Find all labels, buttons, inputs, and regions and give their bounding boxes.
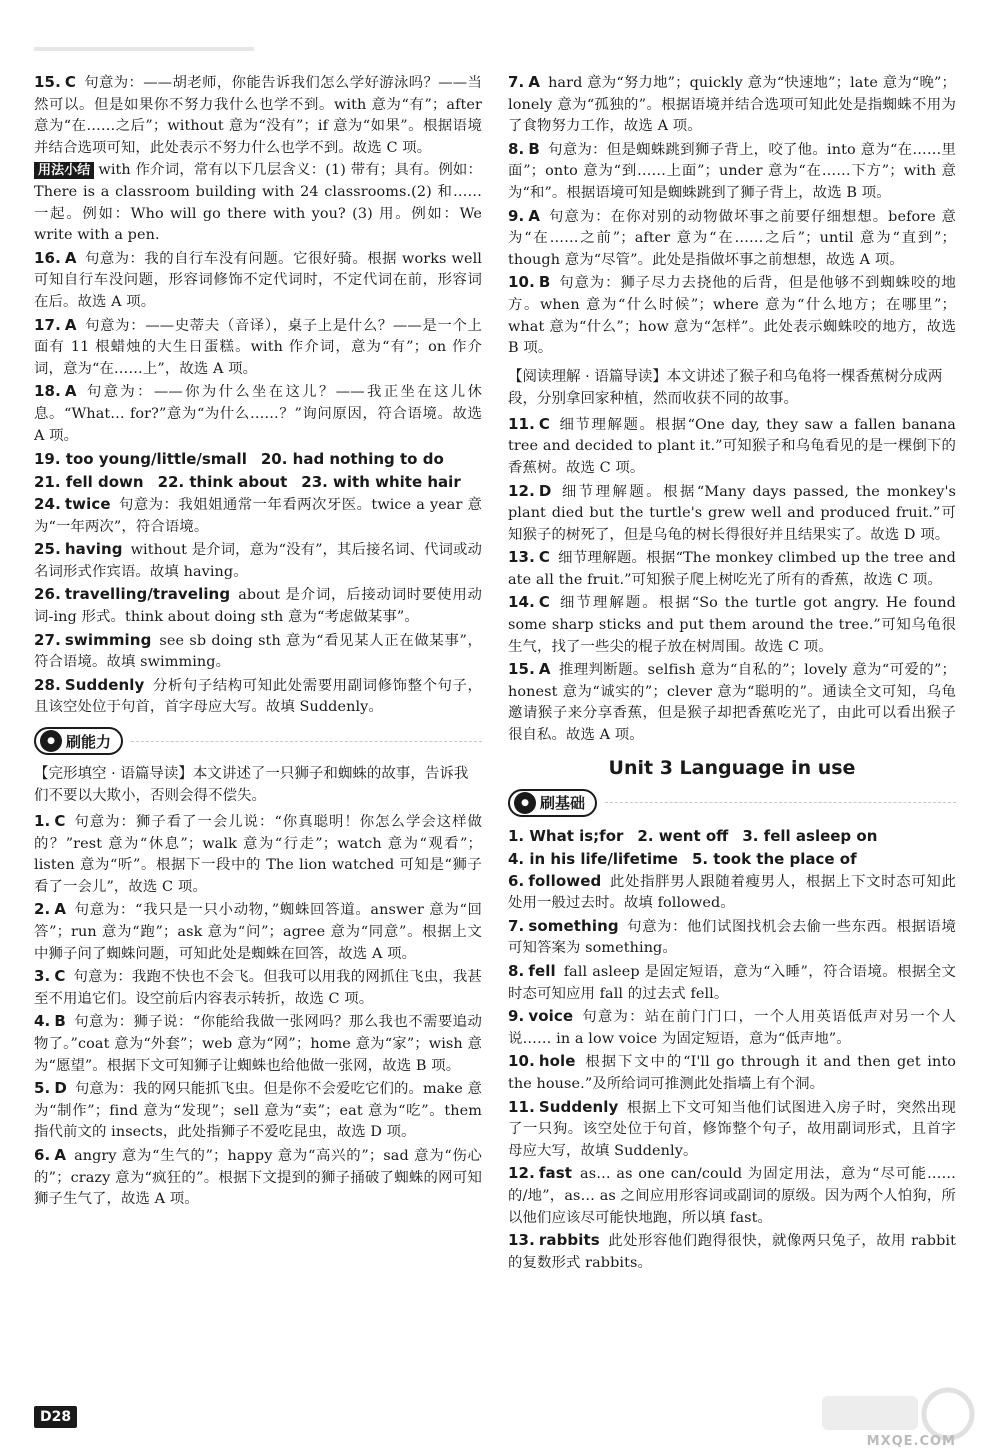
answer-key: A: [538, 660, 551, 679]
answer-key: hole: [538, 1052, 576, 1071]
ball-icon: ●: [40, 730, 62, 752]
section-divider: [605, 802, 956, 803]
question-number: 12.: [508, 481, 535, 500]
answer-key: B: [528, 139, 540, 158]
answer-item: [508, 481, 956, 547]
question-number: 13.: [508, 548, 535, 567]
answer-item: [508, 592, 956, 658]
answer-key: A: [64, 248, 77, 267]
answer-key: A: [54, 1145, 67, 1164]
page-number: D28: [34, 1406, 77, 1428]
answer-item: [508, 414, 956, 480]
answer-item: [508, 1051, 956, 1095]
question-number: 10.: [508, 1052, 535, 1071]
explanation-text: as… as one can/could 为固定用法，意为“尽可能……的/地”，as… as 之间应用形容词或副词的原级。因为两个人怕狗，所以他们应该尽可能快地跑，所以填 fast。: [508, 1166, 956, 1226]
header-decoration: [34, 44, 254, 54]
answer-key: B: [54, 1012, 66, 1031]
section-divider: [131, 741, 482, 742]
answer-key: A: [528, 206, 541, 225]
answer-group: [508, 72, 956, 360]
explanation-text: 根据下文中的“I'll go through it and then get into the house.”及所给词可推测此处指墙上有个洞。: [508, 1054, 956, 1092]
answer-item: [34, 1145, 482, 1211]
explanation-text: see sb doing sth 意为“看见某人正在做某事”，符合语境。故填 swimming。: [34, 632, 482, 671]
answer-item: [34, 248, 482, 314]
answer-group: [34, 248, 482, 447]
passage-guide: 【完形填空 · 语篇导读】本文讲述了一只狮子和蜘蛛的故事，告诉我们不要以大欺小，否则会得不偿失。: [34, 766, 469, 805]
usage-note-label: 用法小结: [34, 162, 94, 179]
answer-item: [34, 966, 482, 1010]
answer-key: fell: [528, 962, 556, 980]
answer-item: [508, 916, 956, 960]
question-number: 18.: [34, 382, 61, 401]
answer-item: [34, 381, 482, 447]
watermark-text: MXQE.COM: [866, 1434, 956, 1449]
answer-key: Suddenly: [64, 675, 145, 694]
unit-title: Unit 3 Language in use: [608, 756, 856, 779]
right-column: [508, 72, 956, 1275]
answer-item: [34, 584, 482, 628]
explanation-text: hard 意为“努力地”；quickly 意为“快速地”；late 意为“晚”；lonely 意为“孤独的”。根据语境并结合选项可知此处是指蜘蛛不用为了食物努力工作，故选 A 项。: [508, 75, 956, 135]
answer-key: C: [538, 593, 550, 612]
answer-item: [508, 1163, 956, 1229]
answer-lines: [34, 448, 482, 493]
explanation-text: fall asleep 是固定短语，意为“入睡”，符合语境。根据全文时态可知应用 fall 的过去式 fell。: [508, 964, 956, 1002]
question-number: 5.: [34, 1079, 51, 1098]
question-number: 6.: [34, 1145, 51, 1164]
usage-note-text: with 作介词，常有以下几层含义：(1) 带有；具有。例如：There is a classroom building with 24 classrooms.(2) 和……一起。例如：Who will go there with you? (3) 用。例如：We write with a pen.: [34, 162, 482, 244]
answer-key: 5. took the place of: [691, 849, 857, 868]
answer-item: [508, 72, 956, 138]
answer-lines: [508, 825, 956, 870]
answer-item: [508, 1006, 956, 1050]
usage-note: [34, 160, 482, 246]
answer-key: A: [54, 900, 67, 919]
question-number: 27.: [34, 630, 61, 649]
explanation-text: 推理判断题。selfish 意为“自私的”；lovely 意为“可爱的”；honest 意为“诚实的”；clever 意为“聪明的”。通读全文可知，乌龟邀请猴子来分享香蕉，但是猴子却把香蕉吃光了，由此可以看出猴子很自私。故选 A 项。: [508, 662, 956, 744]
explanation-text: 此处形容他们跑得很快，就像两只兔子，故用 rabbit 的复数形式 rabbits。: [508, 1233, 956, 1271]
answer-key: 23. with white hair: [301, 473, 461, 492]
question-number: 9.: [508, 206, 525, 225]
answer-item: [508, 871, 956, 915]
answer-key: B: [538, 273, 551, 292]
answer-item: [34, 539, 482, 583]
question-number: 13.: [508, 1231, 535, 1250]
explanation-text: 根据上下文可知当他们试图进入房子时，突然出现了一只狗。该空处位于句首，修饰整个句子，故用副词形式，且首字母应大写，故填 Suddenly。: [508, 1099, 956, 1159]
answer-key: D: [54, 1079, 67, 1098]
question-number: 14.: [508, 593, 535, 612]
answer-line: [508, 848, 956, 870]
question-number: 24.: [34, 495, 61, 514]
explanation-text: 句意为：我姐姐通常一年看两次牙医。twice a year 意为“一年两次”，符合语境。: [34, 497, 482, 535]
answer-item: [508, 1097, 956, 1163]
explanation-text: 句意为：狮子尽力去挠他的后背，但是他够不到蜘蛛咬的地方。when 意为“什么时候”；where 意为“什么地方；在哪里”；what 意为“什么”；how 意为“怎样”。此处表示蜘蛛咬的地方，故选 B 项。: [508, 275, 956, 357]
answer-item: [34, 72, 482, 159]
section-header: [508, 789, 956, 817]
explanation-text: 句意为：他们试图找机会去偷一些东西。根据语境可知答案为 something。: [508, 918, 956, 957]
answer-key: something: [528, 916, 619, 935]
answer-key: D: [538, 481, 552, 500]
answer-item: [508, 659, 956, 746]
passage-guide: 【阅读理解 · 语篇导读】本文讲述了猴子和乌龟将一棵香蕉树分成两段，分别拿回家种植，然而收获不同的故事。: [508, 368, 943, 407]
explanation-text: 此处指胖男人跟随着瘦男人，根据上下文时态可知此处用一般过去时。故填 followed。: [508, 873, 956, 912]
answer-group: [508, 414, 956, 747]
answer-item: [34, 811, 482, 898]
answer-key: swimming: [64, 630, 152, 649]
answer-key: C: [538, 548, 550, 567]
answer-key: 4. in his life/lifetime: [508, 849, 678, 868]
answer-key: C: [54, 967, 66, 986]
explanation-text: 句意为：——史蒂夫（音译），桌子上是什么？——是一个上面有 11 根蜡烛的大生日蛋糕。with 作介词，意为“有”；on 作介词，意为“在……上”，故选 A 项。: [34, 317, 482, 377]
explanation-text: 细节理解题。根据“One day, they saw a fallen banana tree and decided to plant it.”可知猴子和乌龟看见的是一棵倒下的香蕉树。故选 C 项。: [508, 416, 956, 476]
question-number: 28.: [34, 675, 61, 694]
answer-key: rabbits: [538, 1231, 600, 1250]
answer-item: [34, 1011, 482, 1077]
question-number: 3.: [34, 967, 51, 986]
question-number: 7.: [508, 73, 525, 91]
question-number: 7.: [508, 916, 525, 935]
answer-item: [508, 206, 956, 272]
explanation-text: without 是介词，意为“没有”，其后接名词、代词或动名词形式作宾语。故填 having。: [34, 542, 482, 580]
question-number: 2.: [34, 900, 51, 919]
question-number: 8.: [508, 962, 525, 980]
question-number: 26.: [34, 585, 61, 604]
answer-group: [34, 494, 482, 719]
answer-key: travelling/traveling: [64, 585, 231, 604]
explanation-text: 句意为：狮子看了一会儿说：“你真聪明！你怎么学会这样做的？”rest 意为“休息”；walk 意为“行走”；watch 意为“观看”；listen 意为“听”。根据下一段中的 The lion watched 可知是“狮子看了一会儿”，故选 C 项。: [34, 814, 482, 895]
answer-item: [508, 547, 956, 591]
answer-key: C: [64, 73, 76, 91]
question-number: 12.: [508, 1164, 535, 1183]
question-number: 15.: [508, 660, 535, 679]
answer-item: [508, 1230, 956, 1274]
answer-key: 2. went off: [637, 826, 729, 845]
answer-item: [34, 899, 482, 965]
question-number: 4.: [34, 1012, 51, 1031]
explanation-text: 句意为：狮子说：“你能给我做一张网吗？那么我也不需要追动物了。”coat 意为“外套”；web 意为“网”；home 意为“家”；wish 意为“愿望”。根据下文可知狮子让蜘蛛也给他做一张网，故选 B 项。: [34, 1014, 482, 1074]
answer-line: [508, 825, 956, 847]
answer-key: A: [64, 382, 77, 401]
answer-item: [34, 675, 482, 719]
answer-item: [34, 494, 482, 538]
question-number: 17.: [34, 315, 61, 334]
answer-key: A: [528, 73, 541, 91]
explanation-text: 分析句子结构可知此处需要用副词修饰整个句子，且该空处位于句首，首字母应大写。故填 Suddenly。: [34, 677, 482, 716]
answer-key: fast: [538, 1164, 573, 1183]
explanation-text: angry 意为“生气的”；happy 意为“高兴的”；sad 意为“伤心的”；crazy 意为“疯狂的”。根据下文提到的狮子捅破了蜘蛛的网可知狮子生气了，故选 A 项。: [34, 1147, 482, 1208]
explanation-text: 句意为：我的自行车没有问题。它很好骑。根据 works well 可知自行车没问题，形容词修饰不定代词时，不定代词在前，形容词在后。故选 A 项。: [34, 250, 482, 310]
question-number: 10.: [508, 273, 535, 292]
section-header: [34, 727, 482, 755]
answer-group: [508, 871, 956, 1275]
answer-key: twice: [64, 495, 111, 514]
answer-key: followed: [528, 871, 602, 890]
question-number: 11.: [508, 1097, 535, 1116]
question-number: 11.: [508, 414, 535, 433]
question-number: 9.: [508, 1007, 525, 1026]
left-column: [34, 72, 482, 1212]
answer-key: Suddenly: [538, 1097, 619, 1116]
question-number: 16.: [34, 248, 61, 267]
answer-key: 22. think about: [157, 473, 288, 492]
answer-key: C: [538, 414, 550, 433]
question-number: 8.: [508, 139, 525, 158]
answer-item: [34, 315, 482, 381]
explanation-text: about 是介词，后接动词时要使用动词-ing 形式。think about doing sth 意为“考虑做某事”。: [34, 587, 482, 626]
answer-item: [34, 1078, 482, 1144]
answer-key: having: [64, 540, 123, 559]
explanation-text: 句意为：我跑不快也不会飞。但我可以用我的网抓住飞虫，我甚至不用追它们。设空前后内容表示转折，故选 C 项。: [34, 969, 482, 1007]
explanation-text: 细节理解题。根据“Many days passed, the monkey's plant died but the turtle's grew well and produced fruit.”可知猴子的树死了，但是乌龟的树长得很好并且结果实了。故选 D 项。: [508, 483, 956, 543]
explanation-text: 句意为：但是蜘蛛跳到狮子背上，咬了他。into 意为“在……里面”；onto 意为“到……上面”；under 意为“在……下方”；with 意为“和”。根据语境可知是蜘蛛跳到了狮子背上，故选 B 项。: [508, 141, 956, 201]
ball-icon: ●: [514, 792, 536, 814]
answer-line: [34, 471, 482, 493]
question-number: 15.: [34, 73, 61, 91]
explanation-text: 句意为：——你为什么坐在这儿？——我正坐在这儿休息。“What… for?”意为“为什么……？”询问原因，符合语境。故选 A 项。: [34, 384, 482, 444]
answer-key: 21. fell down: [34, 473, 144, 492]
answer-key: A: [64, 315, 77, 334]
answer-key: voice: [528, 1007, 574, 1026]
explanation-text: 句意为：“我只是一只小动物，”蜘蛛回答道。answer 意为“回答”；run 意为“跑”；ask 意为“问”；agree 意为“同意”。根据上文中狮子问了蜘蛛问题，可知此处是蜘蛛在回答，故选 A 项。: [34, 902, 482, 962]
question-number: 6.: [508, 871, 525, 890]
answer-group: [34, 72, 482, 159]
explanation-text: 细节理解题。根据“So the turtle got angry. He found some sharp sticks and put them around the tree.”可知乌龟很生气，找了一些尖的棍子放在树周围。故选 C 项。: [508, 595, 956, 655]
question-number: 25.: [34, 540, 61, 559]
answer-item: [508, 961, 956, 1005]
answer-key: 1. What is;for: [508, 826, 624, 845]
answer-line: [34, 448, 482, 470]
answer-key: C: [54, 812, 66, 831]
answer-group: [34, 811, 482, 1211]
section-badge: [508, 789, 597, 817]
explanation-text: 细节理解题。根据“The monkey climbed up the tree and ate all the fruit.”可知猴子爬上树吃光了所有的香蕉，故选 C 项。: [508, 550, 956, 588]
explanation-text: 句意为：站在前门门口，一个人用英语低声对另一个人说…… in a low voice 为固定短语，意为“低声地”。: [508, 1009, 956, 1047]
section-label: 刷基础: [540, 794, 586, 813]
answer-item: [508, 272, 956, 359]
explanation-text: 句意为：——胡老师，你能告诉我们怎么学好游泳吗？——当然可以。但是如果你不努力我什么也学不到。with 意为“有”；after 意为“在……之后”；without 意为“没有”；if 意为“如果”。根据语境并结合选项可知，此处表示不努力什么也学不到。故选 C 项。: [34, 75, 482, 156]
answer-item: [34, 630, 482, 674]
section-label: 刷能力: [66, 732, 112, 751]
section-badge: [34, 727, 123, 755]
explanation-text: 句意为：我的网只能抓飞虫。但是你不会爱吃它们的。make 意为“制作”；find 意为“发现”；sell 意为“卖”；eat 意为“吃”。them 指代前文的 insects，此处指狮子不爱吃昆虫，故选 D 项。: [34, 1081, 482, 1141]
explanation-text: 句意为：在你对别的动物做坏事之前要仔细想想。before 意为“在……之前”；after 意为“在……之后”；until 意为“直到”；though 意为“尽管”。此处是指做坏事之前想想，故选 A 项。: [508, 208, 956, 268]
question-number: 1.: [34, 812, 51, 831]
answer-key: 3. fell asleep on: [742, 826, 878, 845]
answer-key: 20. had nothing to do: [260, 450, 444, 469]
answer-key: 19. too young/little/small: [34, 450, 247, 469]
answer-item: [508, 139, 956, 205]
